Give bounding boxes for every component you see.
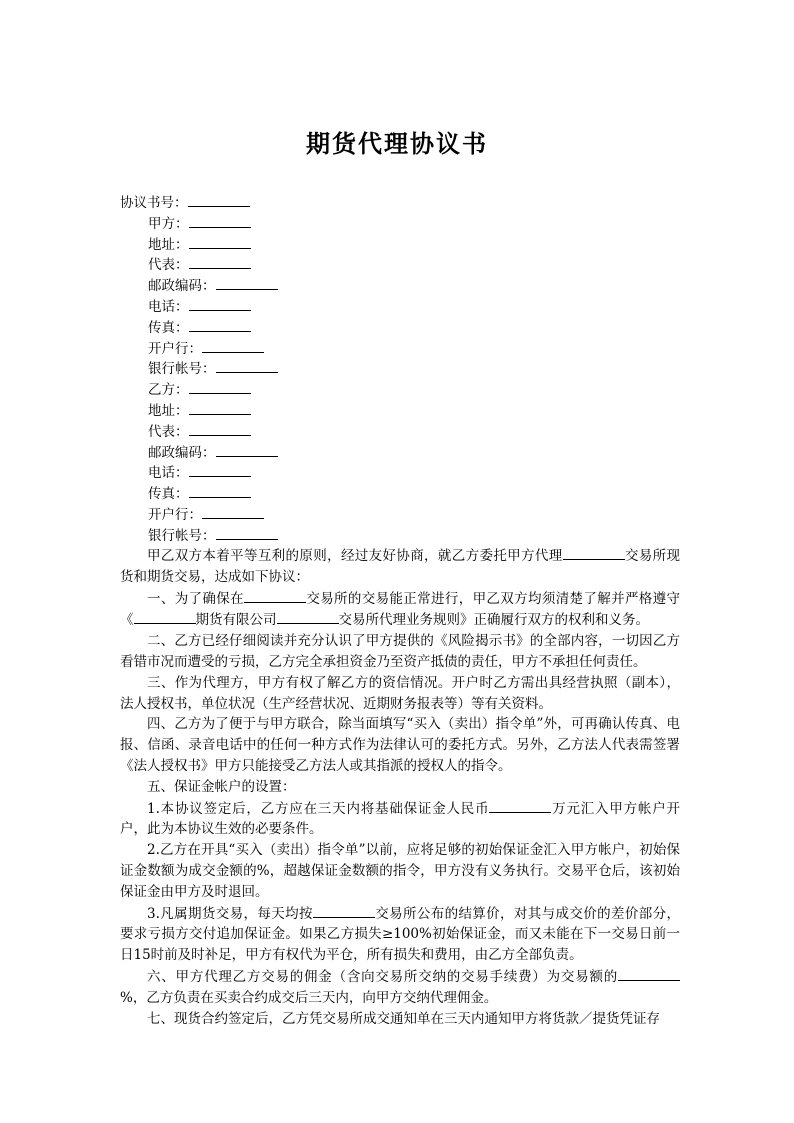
party-b-field: 乙方： (120, 379, 680, 400)
clause-text: 七、现货合约签定后，乙方凭交易所成交通知单在三天内通知甲方将货款／提货凭证存 (147, 1010, 660, 1027)
fill-blank[interactable] (216, 442, 278, 457)
fill-blank[interactable] (189, 379, 251, 394)
fill-blank[interactable] (189, 213, 251, 228)
fill-blank[interactable] (202, 338, 264, 353)
clause-paragraph (120, 545, 680, 588)
clause-paragraph (120, 798, 680, 841)
party-a-postcode-field: 邮政编码： (120, 275, 680, 296)
fill-blank[interactable] (189, 462, 251, 477)
fill-blank[interactable] (189, 400, 251, 415)
clause-text: 交易所现货和期货交易，达成如下协议： (120, 548, 681, 585)
party-b-phone-field: 电话： (120, 462, 680, 483)
clause-text: 五、保证金帐户的设置： (147, 778, 296, 795)
clause-text: 交易所的交易能正常进行，甲乙双方均须清楚了解并严格遵守《 (120, 590, 681, 629)
clause-text: 万元汇入甲方帐户开户，此为本协议生效的必要条件。 (120, 800, 680, 838)
clause-text: 交易所公布的结算价，对其与成交价的差价部分，要求亏损方交付追加保证金。如果乙方损失≥100%初始保证金，而又未能在下一交易日前一日15时前及时补足，甲方有权代为平仓，所有损失和费用，由乙方全部负责。 (120, 905, 681, 964)
fill-blank[interactable] (202, 504, 264, 519)
clause-text: 2.乙方在开具“买入（卖出）指令单”以前，应将足够的初始保证金汇入甲方帐户，初始保证金数额为成交金额的%，超越保证金数额的指令，甲方没有义务执行。交易平仓后，该初始保证金由甲方及时退回。 (120, 842, 680, 900)
fill-blank[interactable] (277, 609, 339, 624)
clause-text: 四、乙方为了便于与甲方联合，除当面填写“买入（卖出）指令单”外，可再确认传真、电报、信函、录音电话中的任何一种方式作为法律认可的委托方式。另外，乙方法人代表需签署《法人授权书》甲方只能接受乙方法人或其指派的授权人的指令。 (120, 716, 680, 774)
fill-blank[interactable] (216, 275, 278, 290)
party-a-address-field: 地址： (120, 234, 680, 255)
party-a-phone-field: 电话： (120, 296, 680, 317)
party-a-field: 甲方： (120, 213, 680, 234)
clause-paragraph (120, 631, 680, 673)
party-b-account-field: 银行帐号： (120, 525, 680, 546)
fill-blank[interactable] (134, 609, 196, 624)
clause-paragraph (120, 714, 680, 776)
fill-blank[interactable] (618, 966, 680, 981)
clause-text: 三、作为代理方，甲方有权了解乙方的资信情况。开户时乙方需出具经营执照（副本），法人授权书，单位状况（生产经营状况、近期财务报表等）等有关资料。 (120, 674, 680, 712)
agreement-no-field: 协议书号： (120, 192, 680, 213)
party-b-fax-field: 传真： (120, 483, 680, 504)
fill-blank[interactable] (188, 192, 250, 207)
clause-paragraph (120, 588, 680, 632)
party-a-rep-field: 代表： (120, 254, 680, 275)
clause-text: 一、为了确保在 (147, 590, 244, 607)
clause-text: 3.凡属期货交易，每天均按 (147, 905, 313, 922)
party-info-block (120, 192, 680, 546)
fill-blank[interactable] (216, 358, 278, 373)
clause-text: 1.本协议签定后，乙方应在三天内将基础保证金人民币 (147, 800, 490, 817)
fill-blank[interactable] (489, 798, 551, 813)
clause-text: 二、乙方已经仔细阅读并充分认识了甲方提供的《风险揭示书》的全部内容，一切因乙方看错市况而遭受的亏损，乙方完全承担资金乃至资产抵债的责任，甲方不承担任何责任。 (120, 633, 680, 670)
clause-paragraph (120, 840, 680, 902)
clause-text: %，乙方负责在买卖合约成交后三天内，向甲方交纳代理佣金。 (120, 989, 498, 1006)
clause-paragraph (120, 1009, 680, 1030)
party-b-address-field: 地址： (120, 400, 680, 421)
fill-blank[interactable] (189, 483, 251, 498)
fill-blank[interactable] (189, 234, 251, 249)
fill-blank[interactable] (189, 254, 251, 269)
party-a-account-field: 银行帐号： (120, 358, 680, 379)
agreement-body (120, 545, 680, 1029)
party-b-rep-field: 代表： (120, 421, 680, 442)
fill-blank[interactable] (189, 421, 251, 436)
party-a-fax-field: 传真： (120, 317, 680, 338)
clause-paragraph (120, 673, 680, 715)
fill-blank[interactable] (189, 296, 251, 311)
clause-paragraph (120, 777, 680, 798)
clause-paragraph (120, 966, 680, 1009)
clause-paragraph (120, 903, 680, 966)
clause-text: 期货有限公司 (195, 612, 277, 629)
clause-text: 交易所代理业务规则》正确履行双方的权利和义务。 (338, 612, 649, 629)
document-title: 期货代理协议书 (306, 129, 488, 158)
fill-blank[interactable] (313, 903, 375, 918)
party-a-bank-field: 开户行： (120, 338, 680, 359)
party-b-bank-field: 开户行： (120, 504, 680, 525)
party-b-postcode-field: 邮政编码： (120, 442, 680, 463)
fill-blank[interactable] (563, 545, 625, 560)
fill-blank[interactable] (189, 317, 251, 332)
clause-text: 甲乙双方本着平等互利的原则，经过友好协商，就乙方委托甲方代理 (147, 548, 563, 564)
clause-text: 六、甲方代理乙方交易的佣金（含向交易所交纳的交易手续费）为交易额的 (147, 968, 618, 985)
fill-blank[interactable] (216, 525, 278, 540)
fill-blank[interactable] (244, 588, 306, 603)
